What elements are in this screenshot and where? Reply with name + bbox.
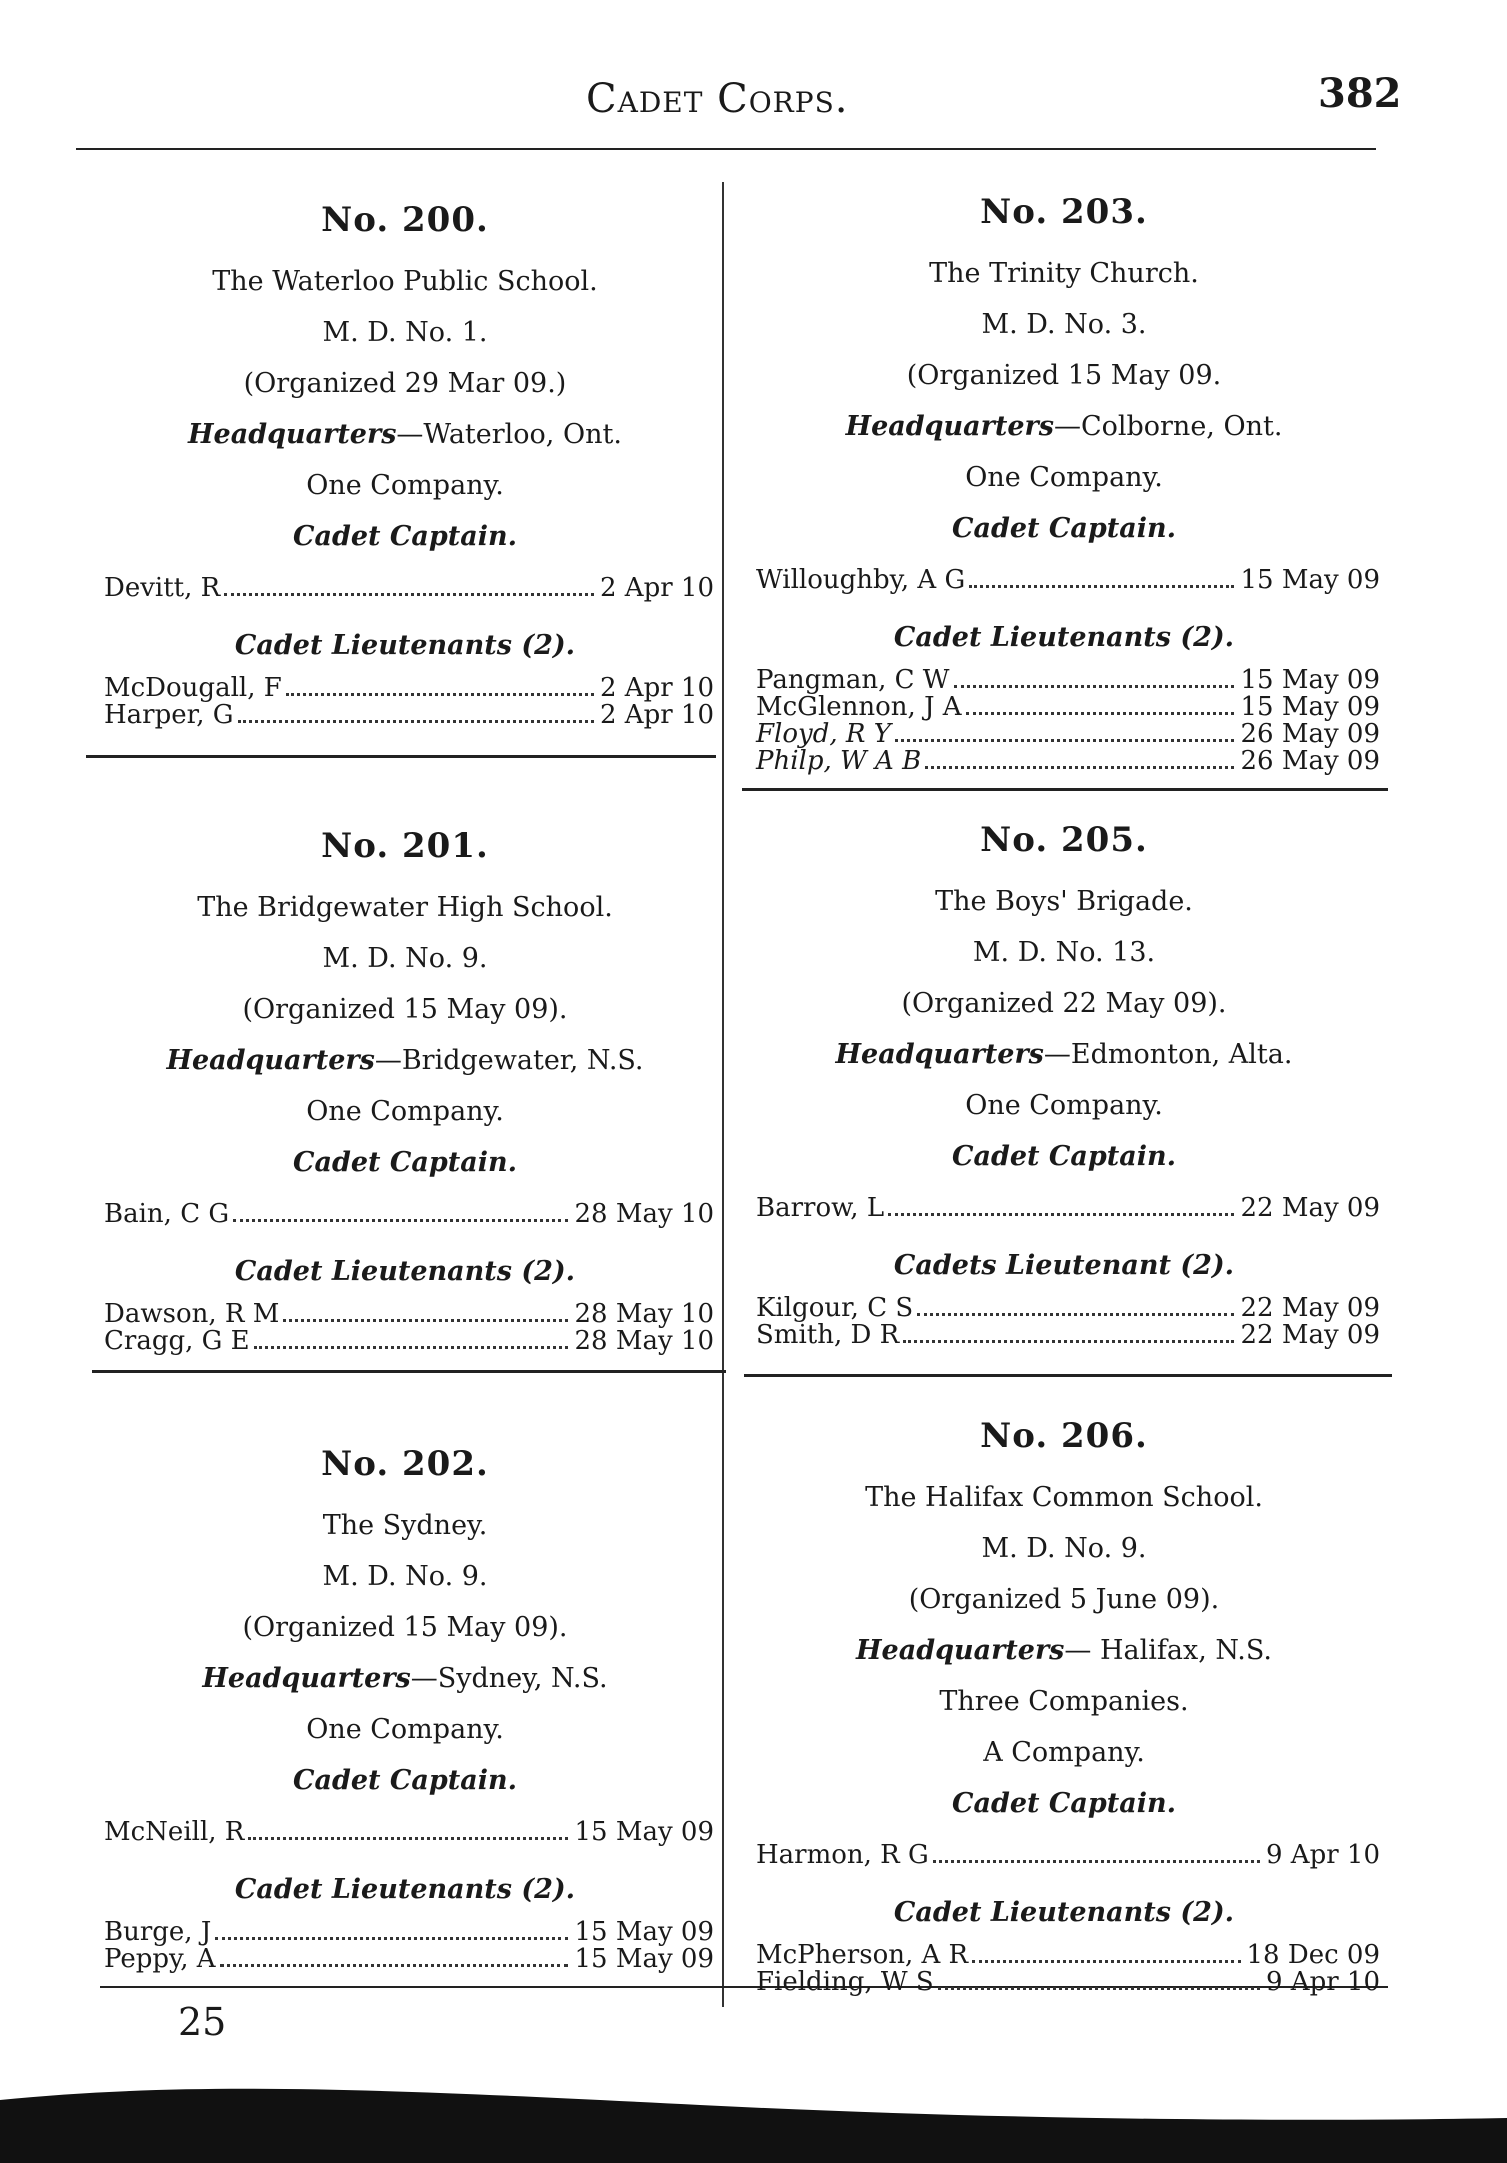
dot-leader xyxy=(933,1860,1260,1863)
officer-row xyxy=(104,1192,714,1236)
headquarters-place: —Sydney, N.S. xyxy=(410,1663,608,1694)
page-header xyxy=(0,70,1507,130)
officer-name: Dawson, R M xyxy=(104,1299,280,1329)
dot-leader xyxy=(254,1346,569,1349)
appointment-date: 9 Apr 10 xyxy=(1265,1967,1380,1997)
captain-list xyxy=(756,1186,1380,1230)
cadet-corps-entry xyxy=(90,1424,720,1983)
column-divider xyxy=(722,182,724,2007)
captain-heading: Cadet Captain. xyxy=(951,513,1177,544)
corps-number: No. 205. xyxy=(980,820,1148,860)
corps-name: The Sydney. xyxy=(322,1510,488,1541)
companies-count: One Company. xyxy=(965,1090,1163,1121)
officer-name: McGlennon, J A xyxy=(756,692,962,722)
officer-row xyxy=(756,1833,1380,1877)
companies-count: One Company. xyxy=(965,462,1163,493)
corps-number: No. 206. xyxy=(980,1416,1148,1456)
corps-number: No. 200. xyxy=(321,200,489,240)
officer-name: Bain, C G xyxy=(104,1199,230,1229)
lieutenants-heading: Cadet Lieutenants (2). xyxy=(234,630,576,661)
officer-name: Pangman, C W xyxy=(756,665,950,695)
corps-name: The Waterloo Public School. xyxy=(212,266,598,297)
officer-name: Fielding, W S xyxy=(756,1967,934,1997)
appointment-date: 15 May 09 xyxy=(574,1917,714,1947)
captain-list xyxy=(104,1192,714,1236)
officer-row xyxy=(756,1186,1380,1230)
appointment-date: 22 May 09 xyxy=(1240,1193,1380,1223)
headquarters-place: —Colborne, Ont. xyxy=(1053,411,1283,442)
lieutenants-heading: Cadets Lieutenant (2). xyxy=(893,1250,1235,1281)
officer-row xyxy=(756,694,1380,721)
captain-list xyxy=(756,558,1380,602)
lieutenants-heading: Cadet Lieutenants (2). xyxy=(234,1256,576,1287)
officer-row xyxy=(104,1328,714,1355)
headquarters-place: — Halifax, N.S. xyxy=(1064,1635,1272,1666)
headquarters-label: Headquarters xyxy=(188,419,397,450)
headquarters-line xyxy=(90,1653,720,1704)
organized-date: (Organized 15 May 09). xyxy=(242,1612,568,1643)
signature-mark: 25 xyxy=(178,2000,227,2044)
headquarters-line xyxy=(742,401,1386,452)
cadet-corps-entry xyxy=(90,806,720,1365)
organized-date: (Organized 15 May 09). xyxy=(242,994,568,1025)
headquarters-label: Headquarters xyxy=(845,411,1054,442)
lieutenants-heading: Cadet Lieutenants (2). xyxy=(234,1874,576,1905)
military-district: M. D. No. 9. xyxy=(322,943,488,974)
dot-leader xyxy=(238,720,594,723)
officer-name: Harper, G xyxy=(104,700,234,730)
appointment-date: 22 May 09 xyxy=(1240,1293,1380,1323)
dot-leader xyxy=(224,593,594,596)
dot-leader xyxy=(925,766,1234,769)
appointment-date: 2 Apr 10 xyxy=(599,700,714,730)
officer-name: Smith, D R xyxy=(756,1320,900,1350)
dot-leader xyxy=(215,1937,568,1940)
corps-name: The Halifax Common School. xyxy=(865,1482,1263,1513)
officer-name: Devitt, R xyxy=(104,573,221,603)
officer-name: Harmon, R G xyxy=(756,1840,929,1870)
military-district: M. D. No. 3. xyxy=(981,309,1147,340)
military-district: M. D. No. 9. xyxy=(981,1533,1147,1564)
appointment-date: 2 Apr 10 xyxy=(599,573,714,603)
headquarters-label: Headquarters xyxy=(856,1635,1065,1666)
military-district: M. D. No. 1. xyxy=(322,317,488,348)
headquarters-label: Headquarters xyxy=(835,1039,1044,1070)
lieutenant-list xyxy=(756,667,1380,775)
officer-row xyxy=(756,667,1380,694)
officer-name: Cragg, G E xyxy=(104,1326,250,1356)
lieutenant-list xyxy=(104,1919,714,1973)
officer-row xyxy=(756,721,1380,748)
captain-heading: Cadet Captain. xyxy=(292,1765,518,1796)
lieutenant-list xyxy=(104,1301,714,1355)
dot-leader xyxy=(938,1987,1260,1990)
officer-row xyxy=(104,675,714,702)
headquarters-place: —Waterloo, Ont. xyxy=(396,419,622,450)
companies-count: Three Companies. xyxy=(939,1686,1189,1717)
dot-leader xyxy=(954,685,1235,688)
dot-leader xyxy=(895,739,1235,742)
officer-name: Kilgour, C S xyxy=(756,1293,914,1323)
dot-leader xyxy=(220,1964,569,1967)
appointment-date: 15 May 09 xyxy=(1240,665,1380,695)
separator-rule xyxy=(744,1374,1392,1377)
companies-count: One Company. xyxy=(306,1714,504,1745)
officer-name: Peppy, A xyxy=(104,1944,216,1974)
military-district: M. D. No. 13. xyxy=(972,937,1156,968)
dot-leader xyxy=(903,1340,1234,1343)
officer-row xyxy=(756,748,1380,775)
officer-name: Philp, W A B xyxy=(756,746,922,776)
cadet-corps-entry xyxy=(742,172,1386,785)
lieutenant-list xyxy=(756,1295,1380,1349)
companies-count: One Company. xyxy=(306,1096,504,1127)
appointment-date: 28 May 10 xyxy=(574,1199,714,1229)
appointment-date: 15 May 09 xyxy=(1240,692,1380,722)
header-rule xyxy=(76,148,1376,150)
captain-heading: Cadet Captain. xyxy=(292,1147,518,1178)
dot-leader xyxy=(283,1319,568,1322)
headquarters-label: Headquarters xyxy=(202,1663,411,1694)
officer-name: McNeill, R xyxy=(104,1817,245,1847)
cadet-corps-entry xyxy=(742,1396,1386,2006)
officer-name: Willoughby, A G xyxy=(756,565,966,595)
dot-leader xyxy=(248,1837,568,1840)
cadet-corps-entry xyxy=(742,800,1386,1359)
corps-name: The Bridgewater High School. xyxy=(197,892,613,923)
officer-name: Floyd, R Y xyxy=(756,719,891,749)
appointment-date: 28 May 10 xyxy=(574,1326,714,1356)
officer-row xyxy=(756,1942,1380,1969)
officer-row xyxy=(104,1301,714,1328)
officer-row xyxy=(104,1810,714,1854)
cadet-corps-entry xyxy=(90,180,720,739)
dot-leader xyxy=(233,1219,568,1222)
separator-rule xyxy=(92,1370,726,1373)
officer-name: McPherson, A R xyxy=(756,1940,969,1970)
headquarters-line xyxy=(90,1035,720,1086)
captain-list xyxy=(756,1833,1380,1877)
officer-row xyxy=(104,702,714,729)
appointment-date: 28 May 10 xyxy=(574,1299,714,1329)
corps-number: No. 202. xyxy=(321,1444,489,1484)
headquarters-label: Headquarters xyxy=(166,1045,375,1076)
captain-heading: Cadet Captain. xyxy=(951,1788,1177,1819)
appointment-date: 15 May 09 xyxy=(1240,565,1380,595)
dot-leader xyxy=(917,1313,1234,1316)
separator-rule xyxy=(86,755,716,758)
appointment-date: 15 May 09 xyxy=(574,1817,714,1847)
headquarters-line xyxy=(742,1625,1386,1676)
separator-rule xyxy=(742,788,1388,791)
officer-name: McDougall, F xyxy=(104,673,282,703)
dot-leader xyxy=(286,693,594,696)
appointment-date: 22 May 09 xyxy=(1240,1320,1380,1350)
corps-number: No. 201. xyxy=(321,826,489,866)
corps-name: The Trinity Church. xyxy=(929,258,1199,289)
organized-date: (Organized 5 June 09). xyxy=(908,1584,1220,1615)
officer-row xyxy=(756,558,1380,602)
lieutenant-list xyxy=(756,1942,1380,1996)
captain-list xyxy=(104,1810,714,1854)
officer-name: Burge, J xyxy=(104,1917,212,1947)
headquarters-place: —Bridgewater, N.S. xyxy=(374,1045,644,1076)
military-district: M. D. No. 9. xyxy=(322,1561,488,1592)
company-subunit: A Company. xyxy=(983,1737,1145,1768)
organized-date: (Organized 22 May 09). xyxy=(901,988,1227,1019)
appointment-date: 9 Apr 10 xyxy=(1265,1840,1380,1870)
headquarters-line xyxy=(90,409,720,460)
officer-row xyxy=(104,1919,714,1946)
captain-heading: Cadet Captain. xyxy=(292,521,518,552)
running-title: Cadet Corps. xyxy=(586,76,849,122)
appointment-date: 18 Dec 09 xyxy=(1246,1940,1380,1970)
appointment-date: 26 May 09 xyxy=(1240,746,1380,776)
appointment-date: 2 Apr 10 xyxy=(599,673,714,703)
lieutenant-list xyxy=(104,675,714,729)
appointment-date: 26 May 09 xyxy=(1240,719,1380,749)
headquarters-place: —Edmonton, Alta. xyxy=(1043,1039,1293,1070)
captain-list xyxy=(104,566,714,610)
organized-date: (Organized 15 May 09. xyxy=(906,360,1222,391)
corps-number: No. 203. xyxy=(980,192,1148,232)
officer-row xyxy=(756,1295,1380,1322)
dot-leader xyxy=(888,1213,1234,1216)
page-number: 382 xyxy=(1318,70,1402,117)
officer-row xyxy=(104,1946,714,1973)
dot-leader xyxy=(966,712,1235,715)
officer-name: Barrow, L xyxy=(756,1193,885,1223)
binding-shadow xyxy=(0,2060,1507,2163)
companies-count: One Company. xyxy=(306,470,504,501)
appointment-date: 15 May 09 xyxy=(574,1944,714,1974)
corps-name: The Boys' Brigade. xyxy=(935,886,1193,917)
lieutenants-heading: Cadet Lieutenants (2). xyxy=(893,622,1235,653)
officer-row xyxy=(756,1322,1380,1349)
officer-row xyxy=(104,566,714,610)
captain-heading: Cadet Captain. xyxy=(951,1141,1177,1172)
dot-leader xyxy=(969,585,1234,588)
headquarters-line xyxy=(742,1029,1386,1080)
officer-row xyxy=(756,1969,1380,1996)
lieutenants-heading: Cadet Lieutenants (2). xyxy=(893,1897,1235,1928)
organized-date: (Organized 29 Mar 09.) xyxy=(243,368,567,399)
dot-leader xyxy=(972,1960,1240,1963)
